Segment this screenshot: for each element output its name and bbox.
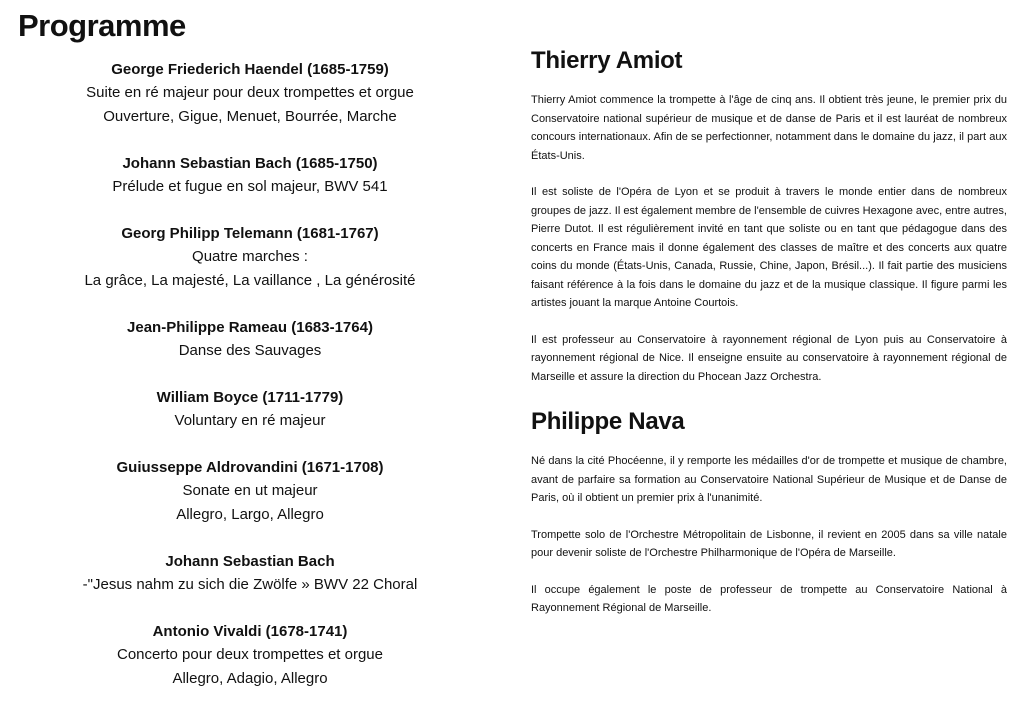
piece-movements: Ouverture, Gigue, Menuet, Bourrée, Marche bbox=[103, 108, 397, 125]
piece-title: -"Jesus nahm zu sich die Zwölfe » BWV 22 Choral bbox=[82, 576, 418, 593]
composer-name: Antonio Vivaldi (1678-1741) bbox=[152, 623, 348, 640]
composer-name: William Boyce (1711-1779) bbox=[156, 389, 344, 406]
piece-title: Quatre marches : bbox=[192, 248, 308, 265]
piece-title: Danse des Sauvages bbox=[178, 342, 322, 359]
bio-paragraph: Il est soliste de l'Opéra de Lyon et se produit à travers le monde entier dans de nombreux groupes de jazz. Il est également membre de l'ensemble de cuivres Hexagone avec, entre autres, Pierre Dutot. Il est régulièrement invité en tant que soliste ou en tant que pédagogue dans des concerts en France mais il donne également des classes de maître et des concerts aux quatre coins du monde (États-Unis, Canada, Russie, Chine, Japon, Brésil...). Il fait partie des musiciens faisant référence à la fois dans le domaine du jazz et de la musique classique. Il figure parmi les artistes jouant la marque Antoine Courtois. bbox=[531, 186, 1007, 309]
programme-item bbox=[20, 456, 480, 527]
piece-title: Suite en ré majeur pour deux trompettes et orgue bbox=[86, 84, 414, 101]
programme-list bbox=[20, 58, 480, 714]
piece-movements: Allegro, Largo, Allegro bbox=[176, 506, 324, 523]
biographies bbox=[531, 45, 1007, 638]
piece-title: Prélude et fugue en sol majeur, BWV 541 bbox=[112, 178, 388, 195]
bio-paragraph: Né dans la cité Phocéenne, il y remporte les médailles d'or de trompette et musique de chambre, avant de parfaire sa formation au Conservatoire National Supérieur de Musique et de Danse de Paris, où il obtient un premier prix à l'unanimité. bbox=[531, 455, 1007, 504]
piece-title: Concerto pour deux trompettes et orgue bbox=[117, 646, 383, 663]
bio-paragraph: Il est professeur au Conservatoire à rayonnement régional de Lyon puis au Conservatoire à rayonnement régional de Nice. Il enseigne ensuite au conservatoire à rayonnement régional de Marseille et assure la direction du Phocean Jazz Orchestra. bbox=[531, 333, 1007, 383]
programme-item bbox=[20, 386, 480, 433]
composer-name: Johann Sebastian Bach bbox=[165, 553, 335, 570]
bio-name: Philippe Nava bbox=[531, 408, 685, 435]
piece-title: Voluntary en ré majeur bbox=[174, 412, 326, 429]
programme-item bbox=[20, 620, 480, 691]
composer-name: Johann Sebastian Bach (1685-1750) bbox=[122, 155, 378, 172]
programme-item bbox=[20, 58, 480, 129]
piece-movements: Allegro, Adagio, Allegro bbox=[172, 670, 328, 687]
composer-name: Jean-Philippe Rameau (1683-1764) bbox=[127, 319, 373, 336]
piece-movements: La grâce, La majesté, La vaillance , La générosité bbox=[84, 272, 416, 289]
composer-name: Georg Philipp Telemann (1681-1767) bbox=[121, 225, 379, 242]
programme-item bbox=[20, 152, 480, 199]
composer-name: George Friederich Haendel (1685-1759) bbox=[111, 61, 389, 78]
composer-name: Guiusseppe Aldrovandini (1671-1708) bbox=[116, 459, 384, 476]
bio-paragraph: Thierry Amiot commence la trompette à l'âge de cinq ans. Il obtient très jeune, le premier prix du Conservatoire national supérieur de musique et de danse de Paris et il est lauréat de nombreux concours internationaux. Afin de se perfectionner, notamment dans le domaine du jazz, il part aux États-Unis. bbox=[531, 94, 1007, 162]
programme-item bbox=[20, 222, 480, 293]
bio-paragraph: Il occupe également le poste de professeur de trompette au Conservatoire National à Rayonnement Régional de Marseille. bbox=[531, 583, 1007, 614]
programme-item bbox=[20, 550, 480, 597]
bio-paragraph: Trompette solo de l'Orchestre Métropolitain de Lisbonne, il revient en 2005 dans sa ville natale pour devenir soliste de l'Orchestre Philharmonique de l'Opéra de Marseille. bbox=[531, 528, 1007, 559]
page-title: Programme bbox=[18, 8, 186, 43]
bio-name: Thierry Amiot bbox=[531, 47, 683, 74]
piece-title: Sonate en ut majeur bbox=[182, 482, 318, 499]
bio-philippe-nava bbox=[531, 406, 1007, 618]
programme-item bbox=[20, 316, 480, 363]
bio-thierry-amiot bbox=[531, 45, 1007, 386]
